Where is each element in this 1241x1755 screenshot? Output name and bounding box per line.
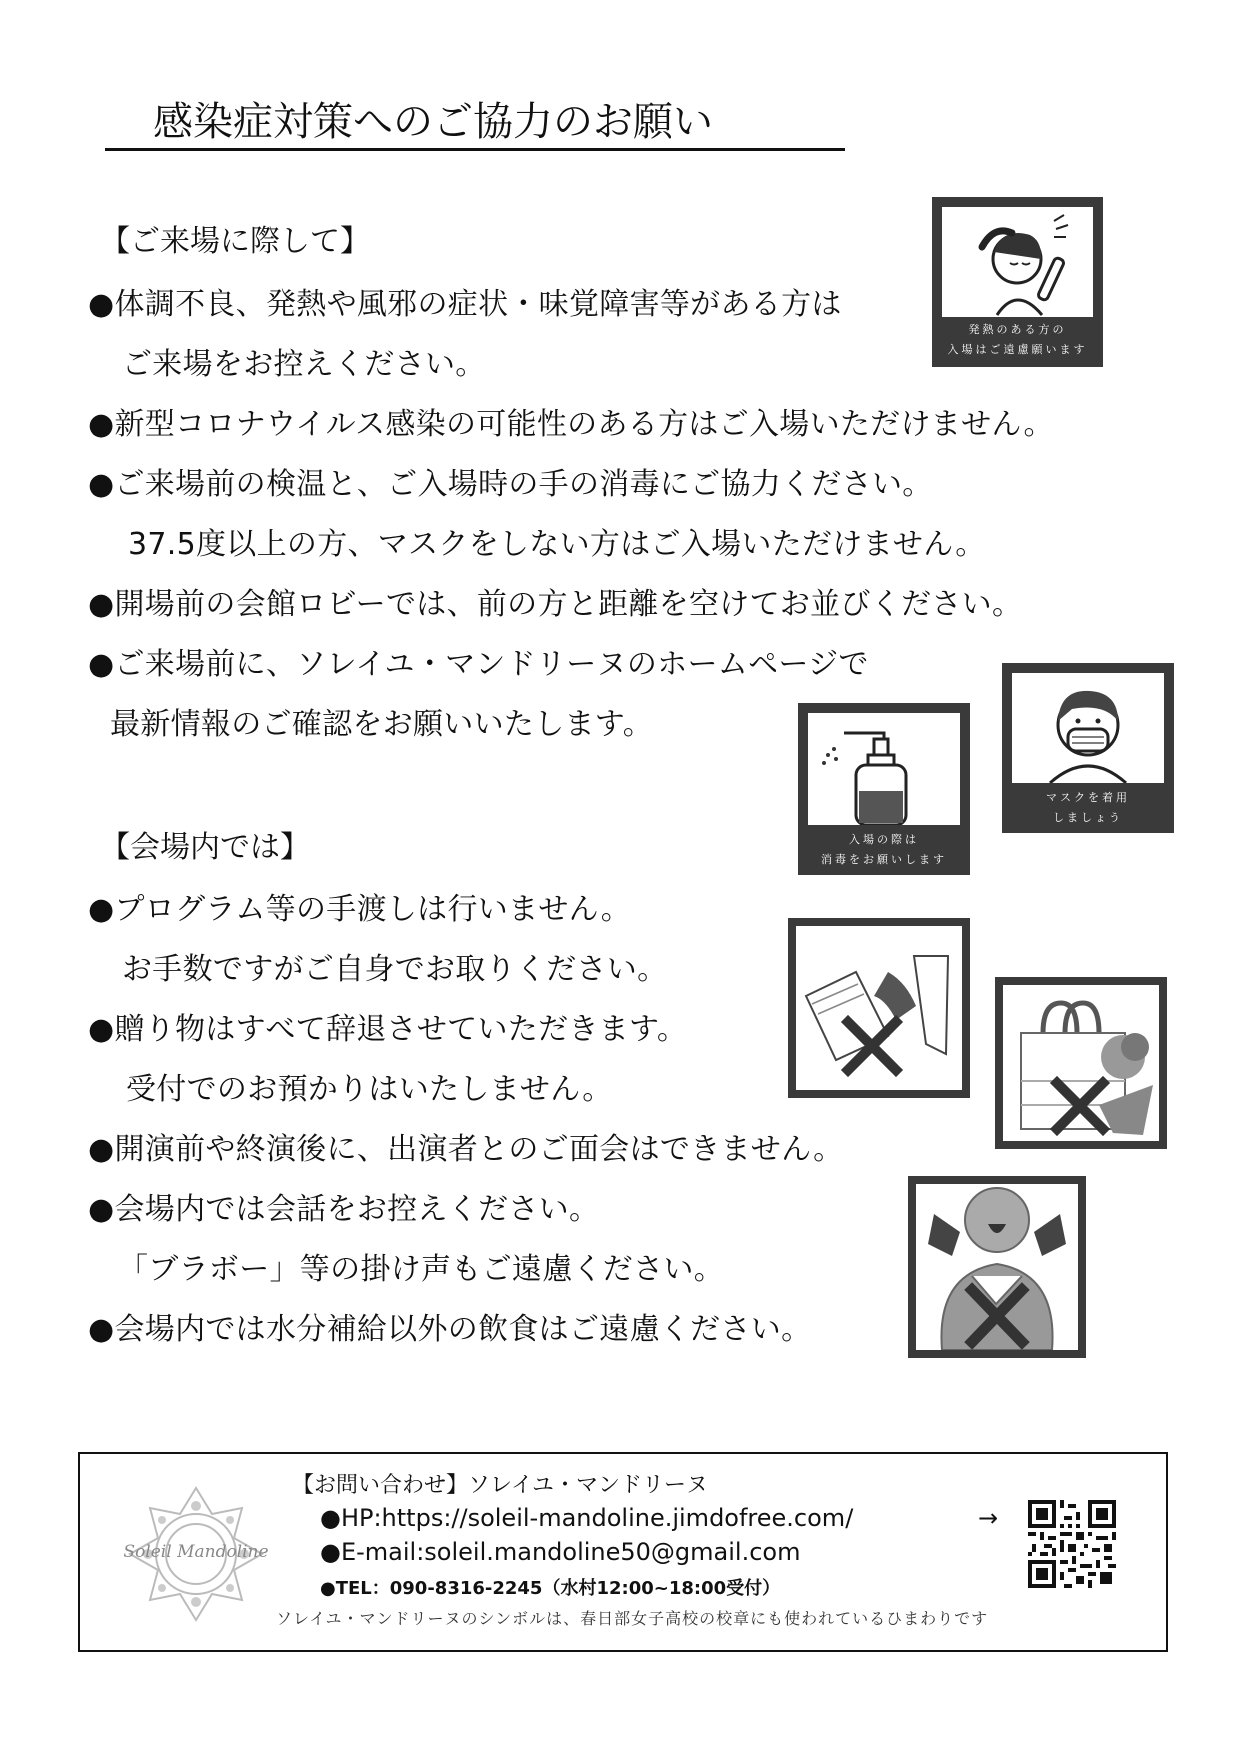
sanitizer-caption-line2: 消毒をお願いします — [821, 853, 947, 866]
sanitizer-bottle-icon — [808, 713, 960, 825]
no-talking-pictogram — [908, 1176, 1086, 1358]
list-item: ●開場前の会館ロビーでは、前の方と距離を空けてお並びください。 — [88, 587, 1023, 622]
section-heading-arrival: 【ご来場に際して】 — [100, 224, 370, 259]
list-item: 「ブラボー」等の掛け声もご遠慮ください。 — [118, 1252, 724, 1287]
contact-box — [78, 1452, 1168, 1652]
qr-code[interactable] — [1028, 1500, 1116, 1588]
mask-caption-line1: マスクを着用 — [1046, 791, 1130, 804]
no-handout-icon — [796, 926, 962, 1090]
mask-person-icon — [1012, 673, 1164, 783]
fever-pictogram — [932, 197, 1103, 367]
contact-note: ソレイユ・マンドリーヌのシンボルは、春日部女子高校の校章にも使われているひまわりです — [276, 1609, 989, 1628]
sunflower-logo — [116, 1484, 276, 1624]
no-talking-icon — [916, 1184, 1078, 1350]
list-item: 最新情報のご確認をお願いいたします。 — [110, 707, 653, 742]
contact-email: ●E-mail:soleil.mandoline50@gmail.com — [320, 1538, 801, 1566]
contact-hp: ●HP:https://soleil-mandoline.jimdofree.com/ — [320, 1504, 854, 1532]
list-item: 受付でのお預かりはいたしません。 — [126, 1072, 613, 1107]
mask-caption-line2: しましょう — [1053, 811, 1123, 824]
qr-code-icon — [1028, 1500, 1116, 1588]
fever-person-icon — [942, 207, 1093, 317]
list-item: ●ご来場前に、ソレイユ・マンドリーヌのホームページで — [88, 647, 869, 682]
fever-caption-line1: 発熱のある方の — [968, 323, 1067, 336]
list-item: ●体調不良、発熱や風邪の症状・味覚障害等がある方は — [88, 287, 842, 322]
list-item: 37.5度以上の方、マスクをしない方はご入場いただけません。 — [128, 527, 986, 562]
list-item: ご来場をお控えください。 — [122, 347, 486, 382]
mask-pictogram — [1002, 663, 1174, 833]
logo-text: Soleil Mandoline — [123, 1542, 269, 1562]
list-item: ●贈り物はすべて辞退させていただきます。 — [88, 1012, 688, 1047]
list-item: ●会場内では会話をお控えください。 — [88, 1192, 600, 1227]
sanitizer-caption-line1: 入場の際は — [849, 833, 919, 846]
sanitizer-pictogram — [798, 703, 970, 875]
arrow-icon: → — [978, 1504, 999, 1532]
page-title: 感染症対策へのご協力のお願い — [105, 96, 845, 151]
list-item: ●ご来場前の検温と、ご入場時の手の消毒にご協力ください。 — [88, 467, 933, 502]
section-heading-venue: 【会場内では】 — [100, 830, 310, 865]
list-item: ●新型コロナウイルス感染の可能性のある方はご入場いただけません。 — [88, 407, 1054, 442]
list-item: お手数ですがご自身でお取りください。 — [122, 952, 668, 987]
no-gift-pictogram — [995, 977, 1167, 1149]
list-item: ●開演前や終演後に、出演者とのご面会はできません。 — [88, 1132, 844, 1167]
list-item: ●会場内では水分補給以外の飲食はご遠慮ください。 — [88, 1312, 812, 1347]
no-handout-pictogram — [788, 918, 970, 1098]
fever-caption-line2: 入場はご遠慮願います — [947, 343, 1088, 356]
contact-heading: 【お問い合わせ】ソレイユ・マンドリーヌ — [292, 1473, 709, 1498]
contact-tel: ●TEL：090-8316-2245（水村12:00~18:00受付） — [320, 1578, 781, 1599]
list-item: ●プログラム等の手渡しは行いません。 — [88, 892, 632, 927]
no-gift-icon — [1003, 985, 1159, 1141]
